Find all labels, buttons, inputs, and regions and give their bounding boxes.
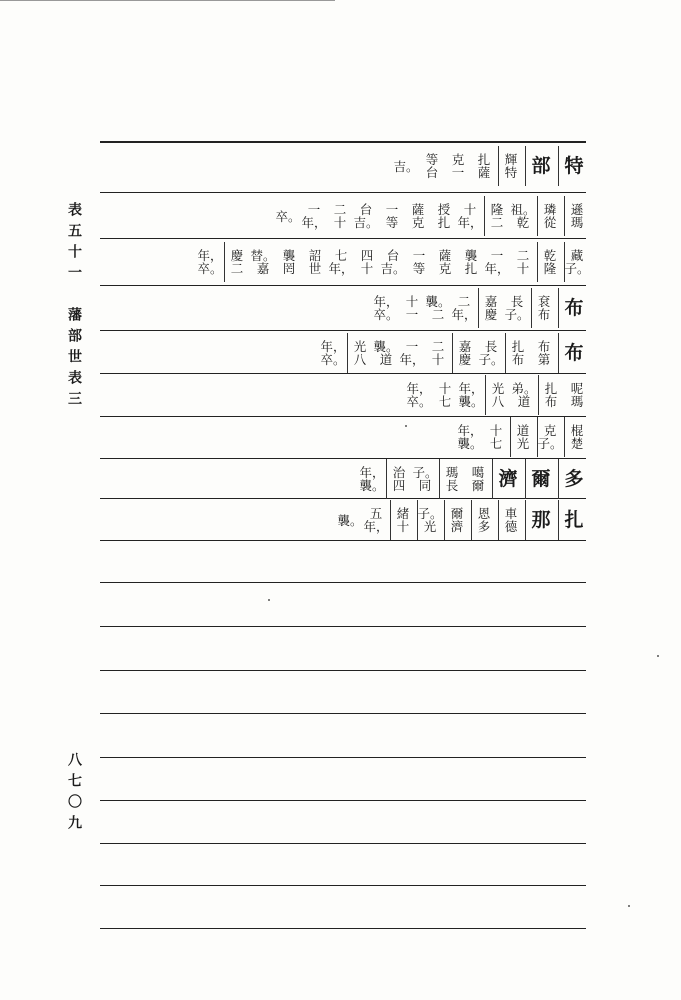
text-column xyxy=(459,375,483,415)
text-column xyxy=(394,146,418,186)
column-char-bottom: 道 xyxy=(517,394,531,409)
column-char-bottom: 四 xyxy=(392,478,406,493)
column-char-bottom: 布 xyxy=(544,394,558,409)
text-column xyxy=(531,288,556,328)
column-char-bottom: 十 xyxy=(360,261,374,276)
column-char-top: 隆 xyxy=(490,202,504,217)
column-char-bottom: 吉。 xyxy=(380,261,406,276)
name-glyph xyxy=(492,459,523,499)
column-char-bottom: 年， xyxy=(301,215,327,230)
text-column xyxy=(565,375,589,415)
column-char-top: 二 xyxy=(457,294,471,309)
column-char-bottom: 年， xyxy=(484,261,510,276)
column-char-bottom: 卒。 xyxy=(197,261,223,276)
table-row xyxy=(372,288,589,328)
column-char-bottom: 楚 xyxy=(570,436,584,451)
column-char-bottom: 吉。 xyxy=(353,215,379,230)
column-char-top: 呢 xyxy=(570,381,584,396)
column-char-bottom: 慶 xyxy=(458,352,472,367)
text-column xyxy=(479,333,503,373)
column-char-bottom: 二 xyxy=(490,215,504,230)
table-rule xyxy=(100,141,586,143)
table-row xyxy=(405,375,589,415)
column-char-bottom: 多 xyxy=(477,519,491,534)
column-char-bottom: 克 xyxy=(438,261,452,276)
text-column xyxy=(328,196,352,236)
scan-speck xyxy=(628,905,630,907)
column-char-top: 年， xyxy=(373,294,399,309)
column-char-top: 瑪 xyxy=(445,465,459,480)
column-char-top: 詔 xyxy=(308,248,322,263)
table-rule xyxy=(100,928,586,929)
table-rule xyxy=(100,800,586,801)
table-rule xyxy=(100,670,586,671)
column-char-top: 年， xyxy=(457,423,483,438)
column-char-bottom: 十 xyxy=(431,352,445,367)
column-char-top: 治 xyxy=(392,465,406,480)
column-char-top: 子。 xyxy=(417,506,443,521)
text-column xyxy=(386,459,411,499)
column-char-bottom: 爾 xyxy=(471,478,485,493)
column-char-top: 替。 xyxy=(250,248,276,263)
text-column xyxy=(485,375,510,415)
column-char-top: 等 xyxy=(425,152,439,167)
column-char-top: 一 xyxy=(412,248,426,263)
column-char-top: 十 xyxy=(489,423,503,438)
column-char-bottom: 年， xyxy=(451,307,477,322)
scan-speck xyxy=(657,655,659,657)
column-char-top: 光 xyxy=(353,339,367,354)
column-char-bottom: 年， xyxy=(457,215,483,230)
name-glyph xyxy=(558,459,589,499)
text-column xyxy=(446,146,470,186)
column-char-bottom: 嘉 xyxy=(256,261,270,276)
column-char-top: 光 xyxy=(491,381,505,396)
text-column xyxy=(459,242,483,282)
text-column xyxy=(512,375,536,415)
text-column xyxy=(505,288,529,328)
column-char-bottom: 十 xyxy=(516,261,530,276)
scan-speck xyxy=(268,599,270,601)
column-char-bottom: 一 xyxy=(451,165,465,180)
text-column xyxy=(347,333,372,373)
text-column xyxy=(321,333,345,373)
column-char-top: 遜 xyxy=(570,202,584,217)
text-column xyxy=(224,242,249,282)
column-char-bottom: 瑪 xyxy=(570,215,584,230)
table-rule xyxy=(100,626,586,627)
column-char-bottom: 薩 xyxy=(477,165,491,180)
column-char-top: 台 xyxy=(359,202,373,217)
column-char-bottom: 襲。 xyxy=(359,478,385,493)
column-char-bottom: 隆 xyxy=(543,261,557,276)
table-rule xyxy=(100,757,586,758)
table-rule xyxy=(100,713,586,714)
column-char-top: 襲。 xyxy=(337,512,363,528)
table-row xyxy=(274,196,589,236)
column-char-bottom: 十 xyxy=(333,215,347,230)
column-char-top: 十 xyxy=(438,381,452,396)
text-column xyxy=(276,196,300,236)
column-char-bottom: 瑪 xyxy=(570,394,584,409)
column-char-top: 薩 xyxy=(411,202,425,217)
text-column xyxy=(478,288,503,328)
column-char-top: 年， xyxy=(197,248,223,263)
column-char-top: 璘 xyxy=(543,202,557,217)
table-row xyxy=(392,146,589,186)
column-char-top: 部 xyxy=(531,155,551,177)
column-char-top: 布 xyxy=(564,342,584,364)
column-char-top: 五 xyxy=(369,506,383,521)
text-column xyxy=(417,500,442,540)
column-char-top: 卒。 xyxy=(275,208,301,224)
text-column xyxy=(302,196,326,236)
column-char-bottom: 子。 xyxy=(504,307,530,322)
text-column xyxy=(420,146,444,186)
text-column xyxy=(360,459,384,499)
column-char-bottom: 子。 xyxy=(478,352,504,367)
text-column xyxy=(458,196,482,236)
table-rule xyxy=(100,330,586,331)
column-char-bottom: 一 xyxy=(405,307,419,322)
text-column xyxy=(537,242,562,282)
column-char-bottom: 卒。 xyxy=(406,394,432,409)
column-char-bottom: 子。 xyxy=(537,436,563,451)
table-rule xyxy=(100,885,586,886)
name-glyph xyxy=(525,500,556,540)
column-char-top: 噶 xyxy=(471,465,485,480)
column-char-bottom: 年， xyxy=(399,352,425,367)
column-char-bottom: 襲。 xyxy=(458,394,484,409)
column-char-bottom: 卒。 xyxy=(373,307,399,322)
column-char-top: 那 xyxy=(531,509,551,531)
column-char-top: 薩 xyxy=(438,248,452,263)
text-column xyxy=(251,242,275,282)
column-char-top: 十 xyxy=(405,294,419,309)
column-char-top: 爾 xyxy=(450,506,464,521)
column-char-bottom: 八 xyxy=(491,394,505,409)
column-char-top: 吉。 xyxy=(393,158,419,174)
column-char-top: 二 xyxy=(516,248,530,263)
column-char-top: 克 xyxy=(543,423,557,438)
text-column xyxy=(444,500,469,540)
column-char-top: 台 xyxy=(386,248,400,263)
column-char-bottom: 第 xyxy=(537,352,551,367)
text-column xyxy=(471,500,496,540)
column-char-bottom: 扎 xyxy=(464,261,478,276)
column-char-bottom: 七 xyxy=(438,394,452,409)
column-char-top: 一 xyxy=(307,202,321,217)
column-char-bottom: 德 xyxy=(504,519,518,534)
column-char-top: 慶 xyxy=(230,248,244,263)
text-column xyxy=(532,333,556,373)
column-char-top: 藏 xyxy=(570,248,584,263)
column-char-bottom: 世 xyxy=(308,261,322,276)
column-char-top: 嘉 xyxy=(484,294,498,309)
column-char-top: 一 xyxy=(385,202,399,217)
table-rule xyxy=(100,238,586,239)
text-column xyxy=(564,242,589,282)
column-char-top: 扎 xyxy=(564,509,584,531)
column-char-bottom: 道 xyxy=(379,352,393,367)
column-char-bottom: 八 xyxy=(353,352,367,367)
table-row xyxy=(358,459,589,499)
text-column xyxy=(198,242,222,282)
column-char-top: 襲。 xyxy=(425,294,451,309)
column-char-top: 一 xyxy=(405,339,419,354)
text-column xyxy=(407,242,431,282)
column-char-top: 一 xyxy=(490,248,504,263)
column-char-top: 祖。 xyxy=(510,202,536,217)
column-char-top: 年， xyxy=(320,339,346,354)
text-column xyxy=(413,459,437,499)
column-char-bottom: 長 xyxy=(445,478,459,493)
column-char-top: 年， xyxy=(406,381,432,396)
text-column xyxy=(537,417,562,457)
column-char-bottom: 等 xyxy=(412,261,426,276)
column-char-top: 恩 xyxy=(477,506,491,521)
table-rule xyxy=(100,192,586,193)
column-char-top: 子。 xyxy=(412,465,438,480)
column-char-top: 長 xyxy=(510,294,524,309)
text-column xyxy=(484,417,508,457)
table-row xyxy=(456,417,589,457)
table-row xyxy=(196,242,589,282)
column-char-bottom: 克 xyxy=(411,215,425,230)
text-column xyxy=(406,196,430,236)
column-char-bottom: 七 xyxy=(489,436,503,451)
column-char-top: 布 xyxy=(564,297,584,319)
column-char-top: 襲 xyxy=(464,248,478,263)
text-column xyxy=(390,500,415,540)
column-char-bottom: 濟 xyxy=(450,519,464,534)
column-char-bottom: 等 xyxy=(385,215,399,230)
table-row xyxy=(319,333,589,373)
text-column xyxy=(466,459,490,499)
text-column xyxy=(511,242,535,282)
column-char-top: 四 xyxy=(360,248,374,263)
column-char-top: 嘉 xyxy=(458,339,472,354)
name-glyph xyxy=(558,288,589,328)
text-column xyxy=(484,196,509,236)
text-column xyxy=(374,288,398,328)
column-char-top: 棍 xyxy=(570,423,584,438)
column-char-bottom: 罔 xyxy=(282,261,296,276)
text-column xyxy=(564,196,589,236)
column-char-bottom: 台 xyxy=(425,165,439,180)
text-column xyxy=(505,333,530,373)
column-char-top: 襲。 xyxy=(373,339,399,354)
text-column xyxy=(364,500,388,540)
table-row xyxy=(336,500,589,540)
text-column xyxy=(433,242,457,282)
column-char-top: 乾 xyxy=(543,248,557,263)
column-char-top: 二 xyxy=(333,202,347,217)
column-char-bottom: 二 xyxy=(230,261,244,276)
column-char-top: 輝 xyxy=(504,152,518,167)
text-column xyxy=(432,196,456,236)
text-column xyxy=(452,288,476,328)
text-column xyxy=(400,288,424,328)
text-column xyxy=(426,333,450,373)
column-char-top: 扎 xyxy=(511,339,525,354)
table-rule xyxy=(100,582,586,583)
table-rule xyxy=(100,540,586,541)
column-char-bottom: 子。 xyxy=(564,261,590,276)
text-column xyxy=(407,375,431,415)
name-glyph xyxy=(525,146,556,186)
text-column xyxy=(329,242,353,282)
text-column xyxy=(355,242,379,282)
name-glyph xyxy=(558,146,589,186)
column-char-top: 克 xyxy=(451,152,465,167)
column-char-bottom: 年， xyxy=(363,519,389,534)
text-column xyxy=(511,196,535,236)
column-char-bottom: 慶 xyxy=(484,307,498,322)
margin-title: 表五十一 藩部世表三 xyxy=(66,202,82,412)
text-column xyxy=(538,375,563,415)
text-column xyxy=(381,242,405,282)
column-char-top: 車 xyxy=(504,506,518,521)
table-rule xyxy=(100,843,586,844)
column-char-bottom: 同 xyxy=(418,478,432,493)
text-column xyxy=(303,242,327,282)
text-column xyxy=(433,375,457,415)
text-column xyxy=(439,459,464,499)
column-char-top: 緒 xyxy=(396,506,410,521)
column-char-bottom: 光 xyxy=(423,519,437,534)
text-column xyxy=(458,417,482,457)
text-column xyxy=(510,417,535,457)
text-column xyxy=(338,500,362,540)
name-glyph xyxy=(558,500,589,540)
column-char-bottom: 特 xyxy=(504,165,518,180)
column-char-top: 特 xyxy=(564,155,584,177)
column-char-bottom: 襲。 xyxy=(457,436,483,451)
column-char-bottom: 乾 xyxy=(516,215,530,230)
text-column xyxy=(498,500,523,540)
column-char-bottom: 布 xyxy=(511,352,525,367)
column-char-top: 弟。 xyxy=(511,381,537,396)
name-glyph xyxy=(525,459,556,499)
column-char-top: 長 xyxy=(484,339,498,354)
column-char-top: 道 xyxy=(516,423,530,438)
text-column xyxy=(374,333,398,373)
column-char-bottom: 卒。 xyxy=(320,352,346,367)
column-char-top: 七 xyxy=(334,248,348,263)
table-rule xyxy=(100,373,586,374)
text-column xyxy=(537,196,562,236)
text-column xyxy=(380,196,404,236)
column-char-top: 授 xyxy=(437,202,451,217)
column-char-top: 二 xyxy=(431,339,445,354)
column-char-top: 濟 xyxy=(498,468,518,490)
scan-speck xyxy=(405,425,407,427)
column-char-top: 襲 xyxy=(282,248,296,263)
column-char-top: 多 xyxy=(564,468,584,490)
column-char-top: 布 xyxy=(537,339,551,354)
name-glyph xyxy=(558,333,589,373)
text-column xyxy=(452,333,477,373)
margin-page-number: 八七〇九 xyxy=(66,752,82,836)
column-char-bottom: 光 xyxy=(516,436,530,451)
text-column xyxy=(277,242,301,282)
column-char-top: 爾 xyxy=(531,468,551,490)
text-column xyxy=(472,146,496,186)
column-char-bottom: 布 xyxy=(537,307,551,322)
column-char-bottom: 二 xyxy=(431,307,445,322)
text-column xyxy=(485,242,509,282)
column-char-top: 扎 xyxy=(544,381,558,396)
column-char-bottom: 十 xyxy=(396,519,410,534)
column-char-top: 扎 xyxy=(477,152,491,167)
column-char-top: 袞 xyxy=(537,294,551,309)
scan-edge-line xyxy=(0,0,335,1)
text-column xyxy=(426,288,450,328)
column-char-bottom: 從 xyxy=(543,215,557,230)
table-rule xyxy=(100,285,586,286)
text-column xyxy=(400,333,424,373)
column-char-top: 年， xyxy=(458,381,484,396)
text-column xyxy=(564,417,589,457)
column-char-bottom: 扎 xyxy=(437,215,451,230)
text-column xyxy=(354,196,378,236)
column-char-top: 年， xyxy=(359,465,385,480)
text-column xyxy=(498,146,523,186)
column-char-bottom: 年， xyxy=(328,261,354,276)
column-char-top: 十 xyxy=(463,202,477,217)
